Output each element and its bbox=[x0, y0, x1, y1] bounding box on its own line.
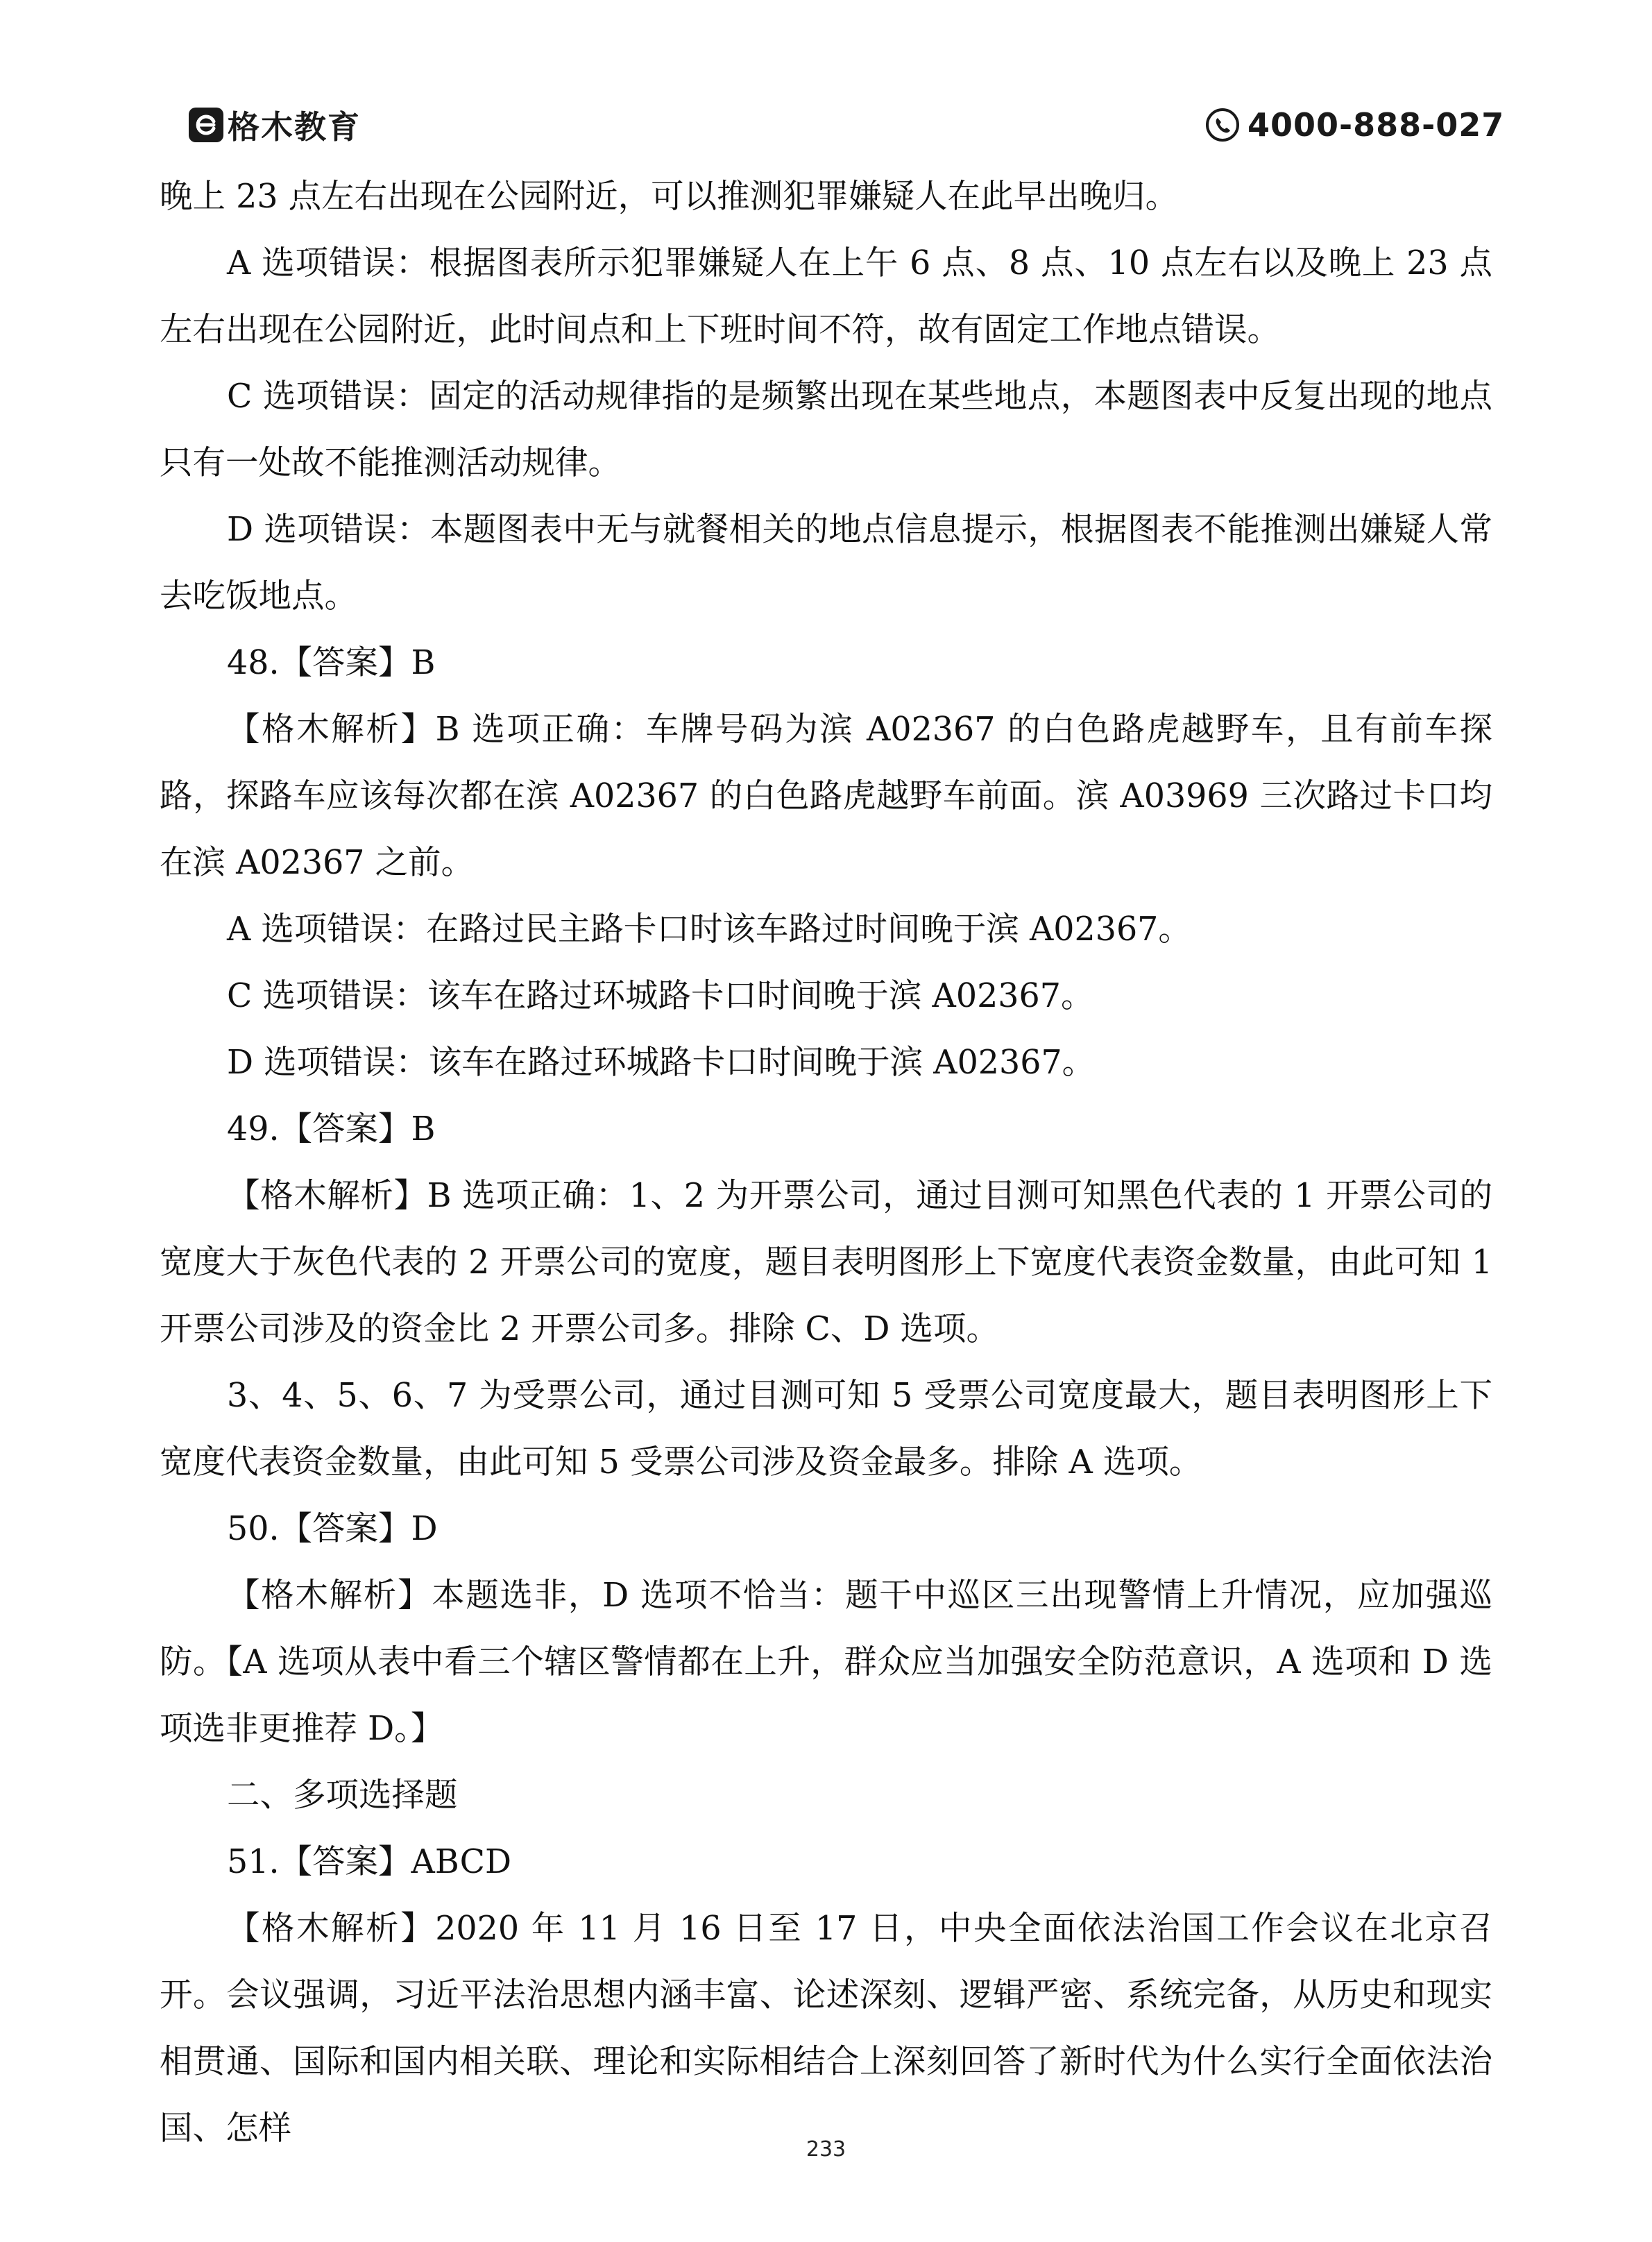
paragraph: 【格木解析】B 选项正确：车牌号码为滨 A02367 的白色路虎越野车，且有前车探路，探路车应该每次都在滨 A02367 的白色路虎越野车前面。滨 A03969 三次路过卡口均在滨 A02367 之前。 bbox=[160, 711, 1492, 882]
answer-heading: 48.【答案】B bbox=[227, 644, 436, 682]
paragraph: 晚上 23 点左右出现在公园附近，可以推测犯罪嫌疑人在此早出晚归。 bbox=[160, 178, 1179, 216]
e-logo-icon bbox=[189, 108, 223, 142]
paragraph: 【格木解析】本题选非，D 选项不恰当：题干中巡区三出现警情上升情况，应加强巡防。【A 选项从表中看三个辖区警情都在上升，群众应当加强安全防范意识，A 选项和 D 选项选非更推荐 D。】 bbox=[160, 1577, 1492, 1748]
paragraph: C 选项错误：固定的活动规律指的是频繁出现在某些地点，本题图表中反复出现的地点只有一处故不能推测活动规律。 bbox=[160, 377, 1492, 482]
paragraph: A 选项错误：根据图表所示犯罪嫌疑人在上午 6 点、8 点、10 点左右以及晚上 23 点左右出现在公园附近，此时间点和上下班时间不符，故有固定工作地点错误。 bbox=[160, 244, 1492, 349]
section-heading: 二、多项选择题 bbox=[227, 1776, 458, 1815]
hotline-number: 4000-888-027 bbox=[1247, 106, 1505, 144]
page-header bbox=[0, 0, 1652, 167]
answer-heading: 50.【答案】D bbox=[227, 1510, 438, 1548]
paragraph: D 选项错误：本题图表中无与就餐相关的地点信息提示，根据图表不能推测出嫌疑人常去吃饭地点。 bbox=[160, 511, 1492, 615]
paragraph: 【格木解析】B 选项正确：1、2 为开票公司，通过目测可知黑色代表的 1 开票公司的宽度大于灰色代表的 2 开票公司的宽度，题目表明图形上下宽度代表资金数量，由此可知 1 开票公司涉及的资金比 2 开票公司多。排除 C、D 选项。 bbox=[160, 1177, 1492, 1348]
paragraph: D 选项错误：该车在路过环城路卡口时间晚于滨 A02367。 bbox=[227, 1044, 1096, 1082]
hotline bbox=[1204, 104, 1504, 146]
answer-heading: 51.【答案】ABCD bbox=[227, 1843, 512, 1881]
page-number: 233 bbox=[806, 2137, 846, 2162]
page-body bbox=[160, 164, 1492, 2162]
brand-name: 格木教育 bbox=[228, 108, 361, 146]
phone-circle-icon bbox=[1204, 107, 1241, 143]
brand-logo bbox=[189, 104, 361, 146]
paragraph: A 选项错误：在路过民主路卡口时该车路过时间晚于滨 A02367。 bbox=[227, 910, 1191, 949]
answer-heading: 49.【答案】B bbox=[227, 1110, 436, 1148]
paragraph: C 选项错误：该车在路过环城路卡口时间晚于滨 A02367。 bbox=[227, 977, 1094, 1015]
paragraph: 【格木解析】2020 年 11 月 16 日至 17 日，中央全面依法治国工作会议在北京召开。会议强调，习近平法治思想内涵丰富、论述深刻、逻辑严密、系统完备，从历史和现实相贯通、国际和国内相关联、理论和实际相结合上深刻回答了新时代为什么实行全面依法治国、怎样 bbox=[160, 1910, 1492, 2148]
paragraph: 3、4、5、6、7 为受票公司，通过目测可知 5 受票公司宽度最大，题目表明图形上下宽度代表资金数量，由此可知 5 受票公司涉及资金最多。排除 A 选项。 bbox=[160, 1377, 1492, 1481]
